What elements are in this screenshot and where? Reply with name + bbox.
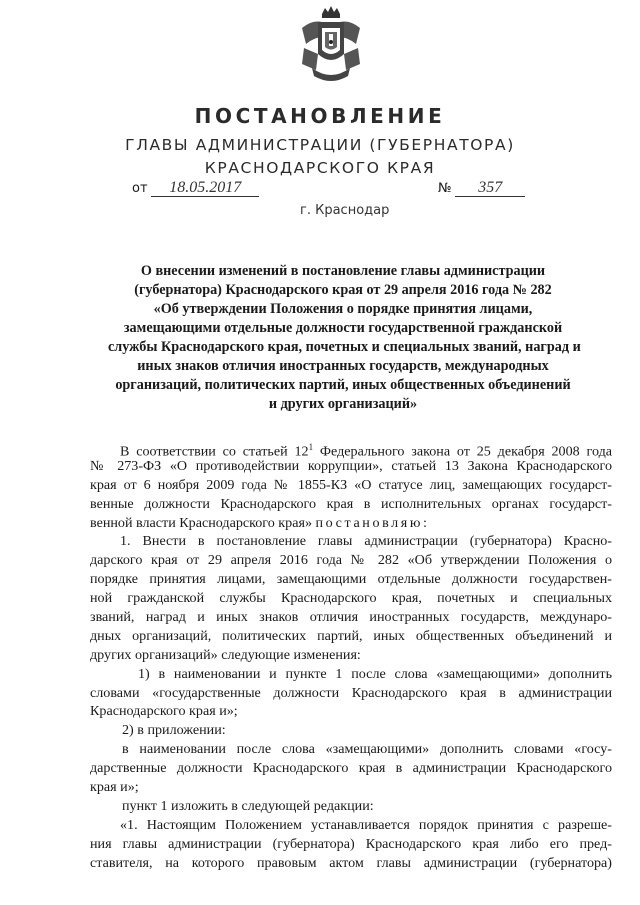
date-field bbox=[132, 180, 259, 197]
city-label: г. Краснодар bbox=[300, 203, 390, 218]
date-prefix: от bbox=[132, 181, 148, 196]
body-line: «1. Настоящим Положением устанавливается порядок принятия с разреше- bbox=[120, 816, 612, 833]
document-body bbox=[90, 438, 612, 872]
body-line: ния главы администрации (губернатора) Краснодарского края либо его пред- bbox=[90, 835, 612, 852]
issuer-line-1: ГЛАВЫ АДМИНИСТРАЦИИ (ГУБЕРНАТОРА) bbox=[125, 136, 515, 154]
body-line: края и»; bbox=[90, 779, 139, 796]
title-line: и других организаций» bbox=[268, 396, 418, 412]
text-fragment: Федерального закона от 25 декабря 2008 года bbox=[313, 443, 613, 460]
title-line: службы Краснодарского края, почетных и специальных званий, наград и bbox=[108, 339, 581, 355]
title-line: организаций, политических партий, иных общественных объединений bbox=[115, 377, 571, 393]
body-line: дных организаций, политических партий, иных общественных объединений и bbox=[90, 627, 612, 644]
body-line: в наименовании после слова «замещающими» дополнить словами «госу- bbox=[122, 741, 612, 758]
body-line: № 273-ФЗ «О противодействии коррупции», статьей 13 Закона Краснодарского bbox=[90, 457, 612, 474]
body-line: званий, наград и иных знаков отличия иностранных государств, междунаро- bbox=[90, 609, 612, 626]
issuer-line-2: КРАСНОДАРСКОГО КРАЯ bbox=[204, 159, 436, 177]
coat-of-arms-emblem bbox=[296, 4, 366, 84]
body-line: порядке принятия лицами, замещающими отдельные должности государствен- bbox=[90, 571, 612, 588]
number-value: 357 bbox=[455, 180, 525, 197]
date-value: 18.05.2017 bbox=[151, 180, 259, 197]
document-type-title: ПОСТАНОВЛЕНИЕ bbox=[194, 104, 446, 128]
body-line: пункт 1 изложить в следующей редакции: bbox=[122, 797, 374, 814]
title-line: «Об утверждении Положения о порядке принятия лицами, bbox=[153, 301, 533, 317]
body-line: словами «государственные должности Краснодарского края в администрации bbox=[90, 684, 612, 701]
body-line: 2) в приложении: bbox=[122, 722, 226, 739]
title-line: замещающими отдельные должности государственной гражданской bbox=[123, 320, 563, 336]
title-line: О внесении изменений в постановление главы администрации bbox=[140, 263, 546, 279]
body-line bbox=[90, 438, 613, 460]
body-line: дарственные должности Краснодарского края в администрации Краснодарского bbox=[90, 760, 612, 777]
body-line bbox=[90, 514, 612, 533]
body-line: венные должности Краснодарского края в исполнительных органах государст- bbox=[90, 495, 612, 512]
title-line: иных знаков отличия иностранных государств, международных bbox=[137, 358, 549, 374]
number-field bbox=[438, 180, 525, 197]
body-line: ной гражданской службы Краснодарского края, почетных и специальных bbox=[90, 590, 612, 607]
superscript: 1 bbox=[308, 442, 314, 452]
body-line: 1. Внести в постановление главы администрации (губернатора) Красно- bbox=[120, 533, 612, 550]
body-line: края от 6 ноября 2009 года № 1855-КЗ «О статусе лиц, замещающих государст- bbox=[90, 476, 612, 493]
document-title bbox=[108, 262, 581, 414]
body-line: 1) в наименовании и пункте 1 после слова «замещающими» дополнить bbox=[138, 665, 612, 682]
title-line: (губернатора) Краснодарского края от 29 апреля 2016 года № 282 bbox=[134, 282, 552, 298]
resolution-word: постановляю: bbox=[315, 514, 430, 531]
body-line: других организаций» следующие изменения: bbox=[90, 646, 361, 663]
body-line: Краснодарского края и»; bbox=[90, 703, 238, 720]
text-fragment: венной власти Краснодарского края» bbox=[90, 514, 316, 531]
body-line: ставителя, на которого правовым актом главы администрации (губернатора) bbox=[90, 854, 612, 871]
text-fragment: В соответствии со статьей 12 bbox=[120, 443, 309, 460]
body-line: дарского края от 29 апреля 2016 года № 282 «Об утверждении Положения о bbox=[90, 552, 612, 569]
number-prefix: № bbox=[438, 181, 452, 196]
